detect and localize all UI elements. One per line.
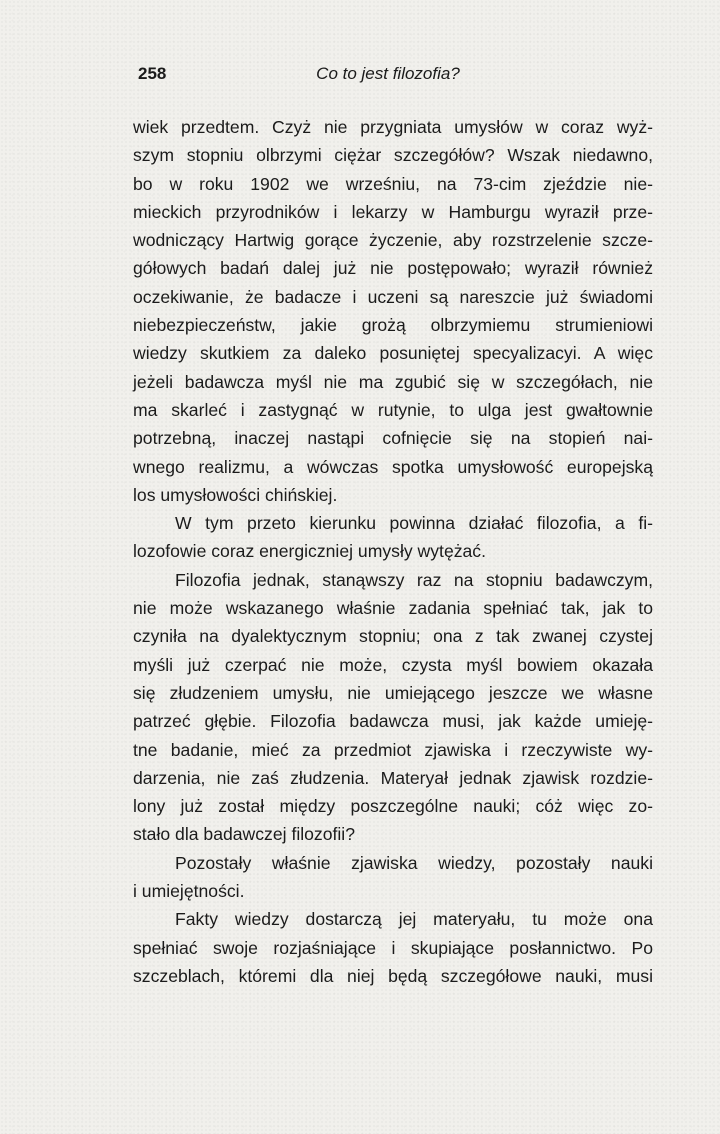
- text-line: jeżeli badawcza myśl nie ma zgubić się w szczegółach, nie: [133, 371, 653, 392]
- text-line: się złudzeniem umysłu, nie umiejącego jeszcze we własne: [133, 682, 653, 703]
- running-head: [128, 64, 648, 88]
- text-line: spełniać swoje rozjaśniające i skupiające posłannictwo. Po: [133, 937, 653, 958]
- running-title: Co to jest filozofia?: [316, 64, 460, 83]
- paragraph: [133, 113, 653, 509]
- text-line: stało dla badawczej filozofii?: [133, 824, 356, 845]
- text-line: wodniczący Hartwig gorące życzenie, aby rozstrzelenie szcze-: [133, 230, 653, 251]
- text-line: wiedzy skutkiem za daleko posuniętej specyalizacyi. A więc: [133, 343, 653, 364]
- text-line: niebezpieczeństw, jakie grożą olbrzymiemu strumieniowi: [133, 315, 653, 336]
- text-line: lozofowie coraz energiczniej umysły wytężać.: [133, 541, 486, 562]
- text-line: wnego realizmu, a wówczas spotka umysłowość europejską: [133, 456, 653, 477]
- text-line: los umysłowości chińskiej.: [133, 484, 338, 505]
- text-line: W tym przeto kierunku powinna działać filozofia, a fi-: [175, 513, 653, 534]
- text-line: bo w roku 1902 we wrześniu, na 73-cim zjeździe nie-: [133, 173, 653, 194]
- text-line: szczeblach, któremi dla niej będą szczegółowe nauki, musi: [133, 965, 653, 986]
- body-text: [133, 113, 653, 990]
- text-line: czyniła na dyalektycznym stopniu; ona z tak zwanej czystej: [133, 626, 653, 647]
- text-line: i umiejętności.: [133, 881, 245, 902]
- text-line: gółowych badań dalej już nie postępowało; wyraził również: [133, 258, 653, 279]
- text-line: Pozostały właśnie zjawiska wiedzy, pozostały nauki: [175, 852, 653, 873]
- text-line: ma skarleć i zastygnąć w rutynie, to ulga jest gwałtownie: [133, 399, 653, 420]
- text-line: oczekiwanie, że badacze i uczeni są nareszcie już świadomi: [133, 286, 653, 307]
- text-line: wiek przedtem. Czyż nie przygniata umysłów w coraz wyż-: [133, 117, 653, 137]
- page-number: 258: [138, 64, 167, 83]
- paragraph: [133, 509, 653, 566]
- text-line: darzenia, nie zaś złudzenia. Materyał jednak zjawisk rozdzie-: [133, 767, 653, 788]
- paragraph: [133, 905, 653, 990]
- paragraph: [133, 566, 653, 849]
- text-line: potrzebną, inaczej nastąpi cofnięcie się na stopień nai-: [133, 428, 653, 449]
- text-line: szym stopniu olbrzymi ciężar szczegółów? Wszak niedawno,: [133, 145, 653, 166]
- text-line: myśli już czerpać nie może, czysta myśl bowiem okazała: [133, 654, 653, 675]
- text-line: nie może wskazanego właśnie zadania spełniać tak, jak to: [133, 598, 653, 619]
- text-line: Fakty wiedzy dostarczą jej materyału, tu może ona: [175, 909, 653, 930]
- paragraph: [133, 849, 653, 906]
- text-line: Filozofia jednak, stanąwszy raz na stopniu badawczym,: [175, 569, 653, 590]
- text-line: tne badanie, mieć za przedmiot zjawiska i rzeczywiste wy-: [133, 739, 653, 760]
- text-line: patrzeć głębie. Filozofia badawcza musi, jak każde umieję-: [133, 711, 653, 732]
- text-line: lony już został między poszczególne nauki; cóż więc zo-: [133, 796, 653, 817]
- text-line: mieckich przyrodników i lekarzy w Hamburgu wyraził prze-: [133, 201, 653, 222]
